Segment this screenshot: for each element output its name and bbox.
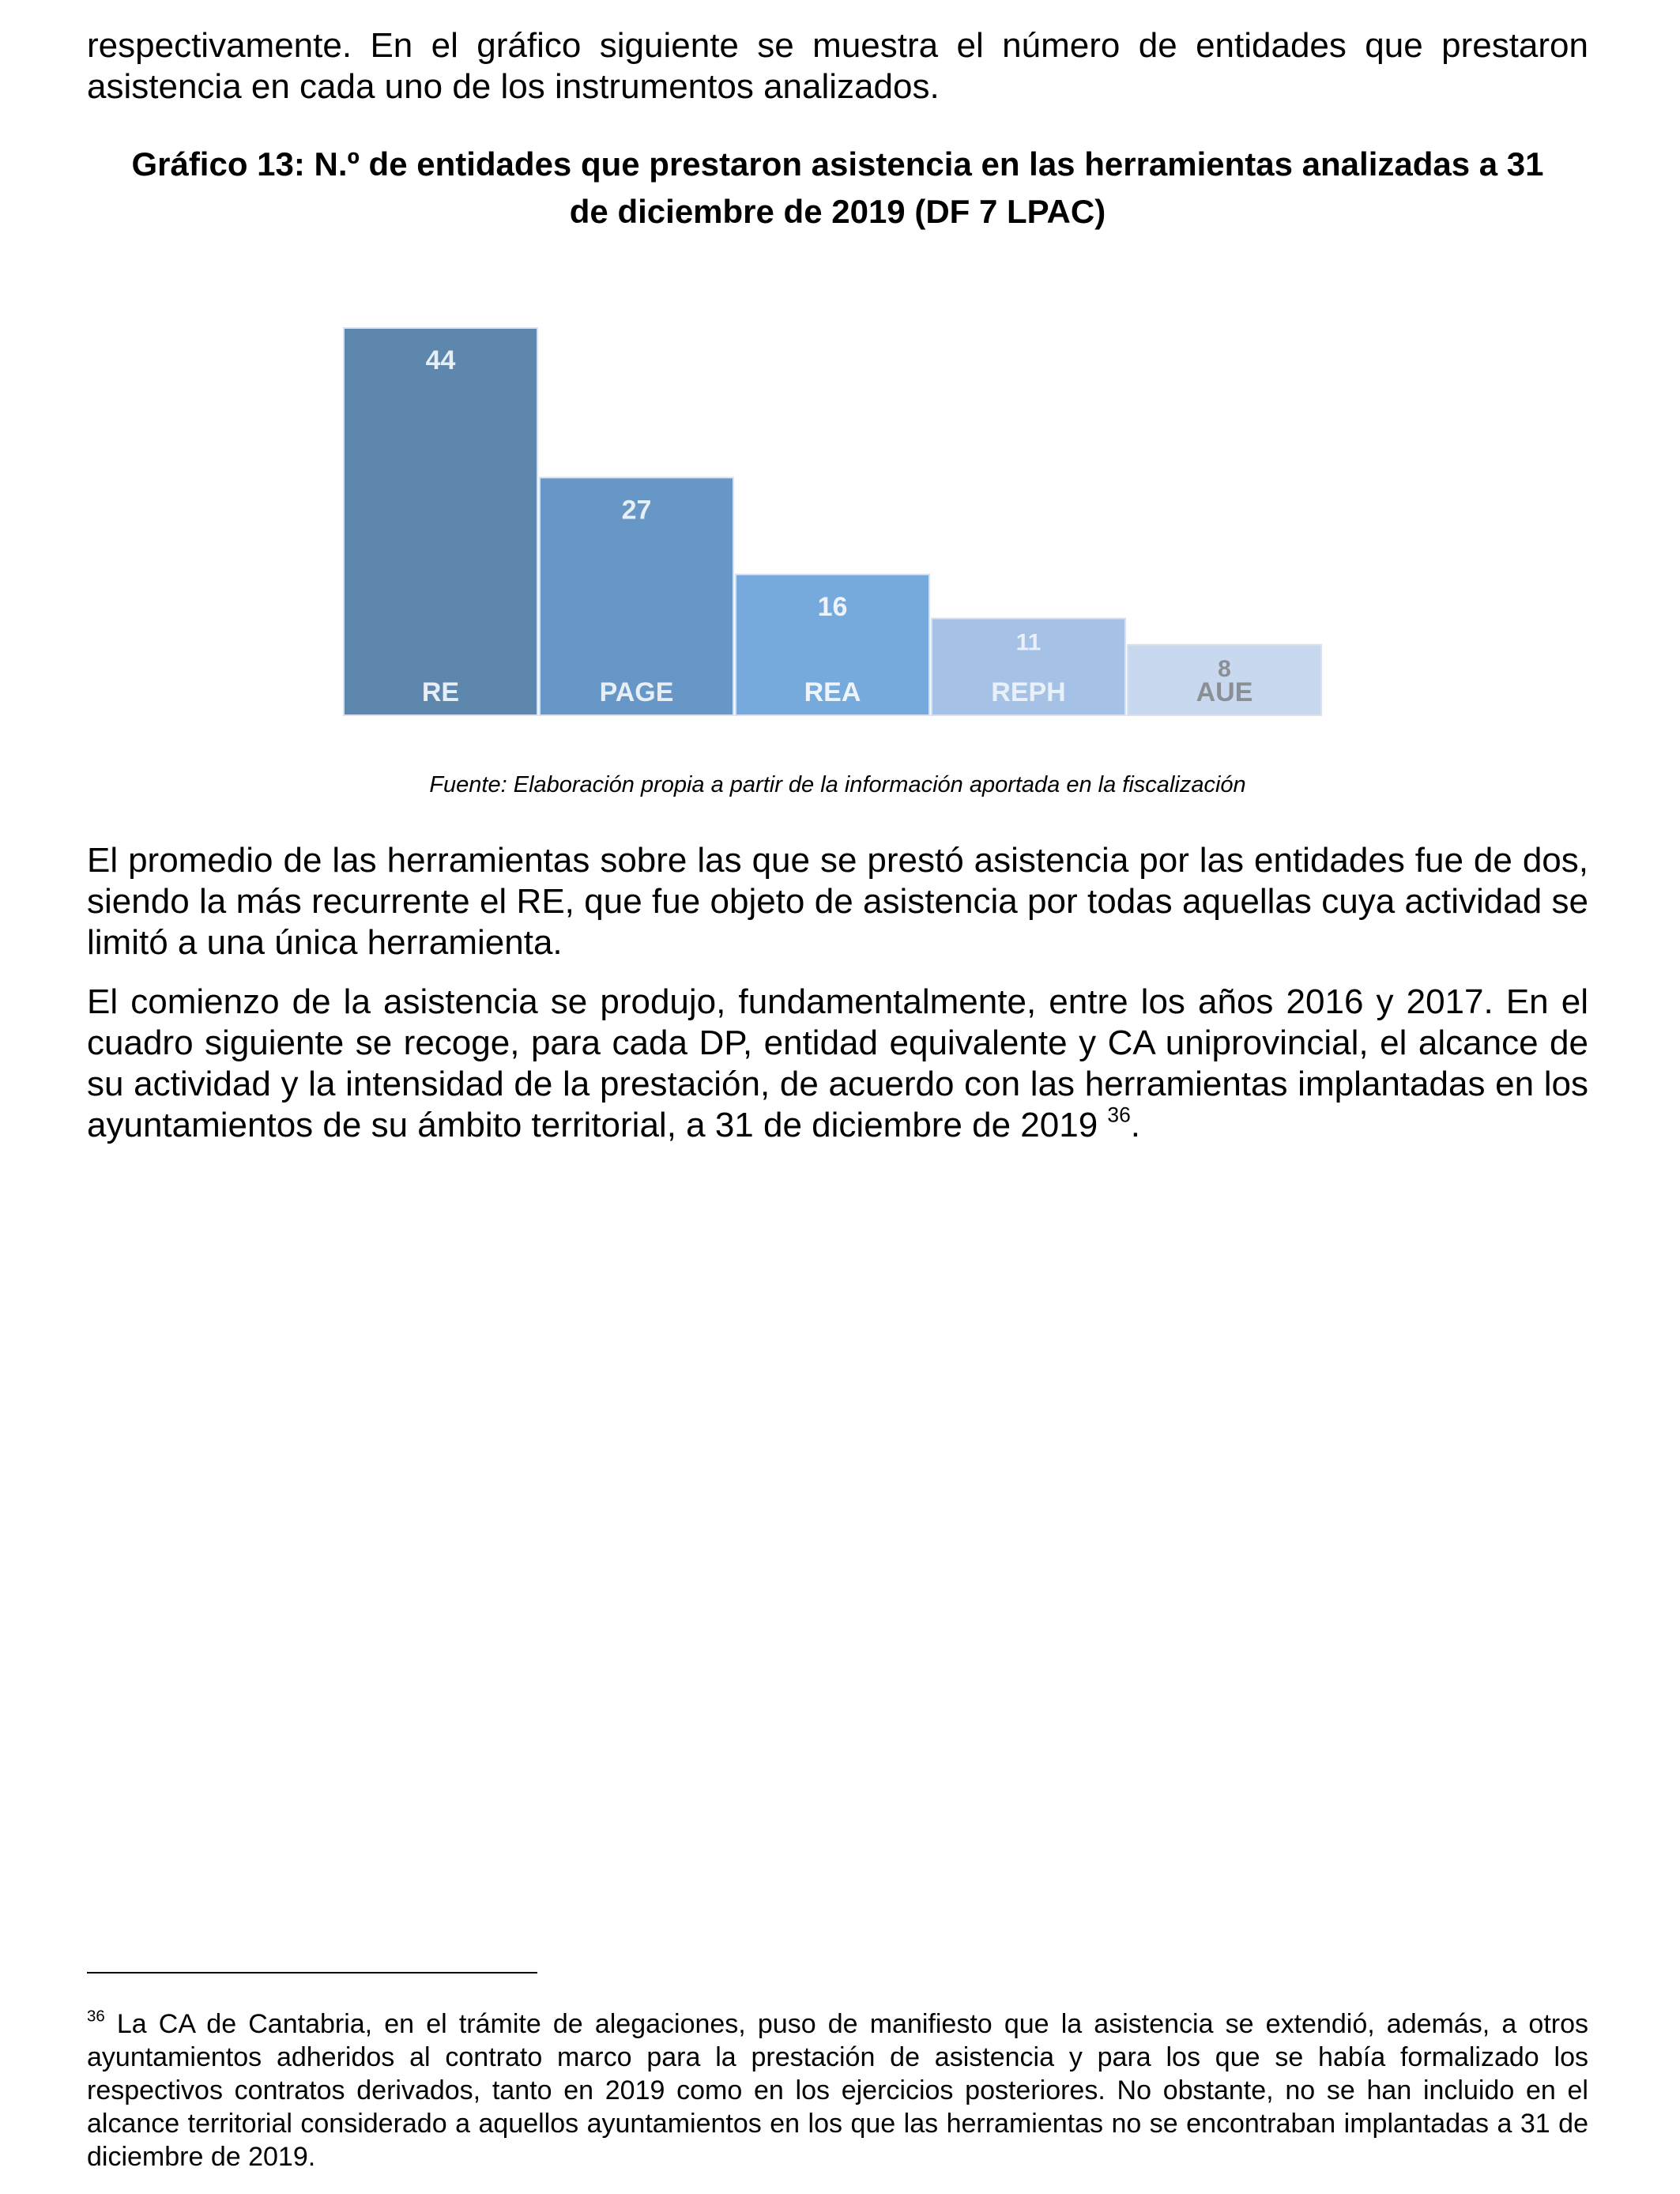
bar-re — [344, 328, 537, 715]
category-label-aue: AUE — [1196, 677, 1253, 707]
paragraph-start-of-assistance — [87, 982, 1588, 1146]
category-label-rea: REA — [804, 677, 861, 707]
paragraph-start-of-assistance-text: El comienzo de la asistencia se produjo, fundamentalmente, entre los años 2016 y 2017. En el cuadro siguiente se recoge, para cada DP, entidad equivalente y CA uniprovincial, el alcance de su actividad y la intensidad de la prestación, de acuerdo con las herramientas implantadas en los ayuntamientos de su ámbito territorial, a 31 de diciembre de 2019 — [87, 982, 1588, 1144]
footnote-separator — [87, 1972, 537, 1973]
category-label-reph: REPH — [991, 677, 1066, 707]
footnote-reference[interactable]: 36 — [1107, 1103, 1131, 1127]
category-label-re: RE — [421, 677, 460, 707]
value-label-aue: 8 — [1218, 655, 1231, 682]
figure-caption — [87, 141, 1588, 236]
bar-chart — [340, 316, 1343, 727]
value-label-page: 27 — [621, 495, 652, 526]
footnote-36 — [87, 2007, 1588, 2173]
category-label-page: PAGE — [599, 677, 674, 707]
footnote-text: La CA de Cantabria, en el trámite de alegaciones, puso de manifiesto que la asistencia se extendió, además, a otros ayuntamientos adheridos al contrato marco para la prestación de asistencia y para los que se había formalizado los respectivos contratos derivados, tanto en 2019 como en los ejercicios posteriores. No obstante, no se han incluido en el alcance territorial considerado a aquellos ayuntamientos en los que las herramientas no se encontraban implantadas a 31 de diciembre de 2019. — [87, 2009, 1588, 2172]
paragraph-end-punctuation: . — [1130, 1106, 1141, 1144]
intro-paragraph: respectivamente. En el gráfico siguiente se muestra el número de entidades que prestaron asistencia en cada uno de los instrumentos analizados. — [87, 26, 1588, 106]
value-label-reph: 11 — [1015, 629, 1042, 656]
paragraph-average: El promedio de las herramientas sobre las que se prestó asistencia por las entidades fue de dos, siendo la más recurrente el RE, que fue objeto de asistencia por todas aquellas cuya actividad se limitó a una única herramienta. — [87, 841, 1588, 962]
footnote-number: 36 — [87, 2007, 105, 2026]
value-label-re: 44 — [425, 345, 456, 375]
value-label-rea: 16 — [817, 591, 848, 622]
figure-caption-line2: de diciembre de 2019 (DF 7 LPAC) — [569, 193, 1106, 230]
figure-source: Fuente: Elaboración propia a partir de la información aportada en la fiscalización — [429, 772, 1246, 797]
figure-caption-line1: Gráfico 13: N.º de entidades que prestaron asistencia en las herramientas analizadas a 31 — [131, 145, 1544, 183]
